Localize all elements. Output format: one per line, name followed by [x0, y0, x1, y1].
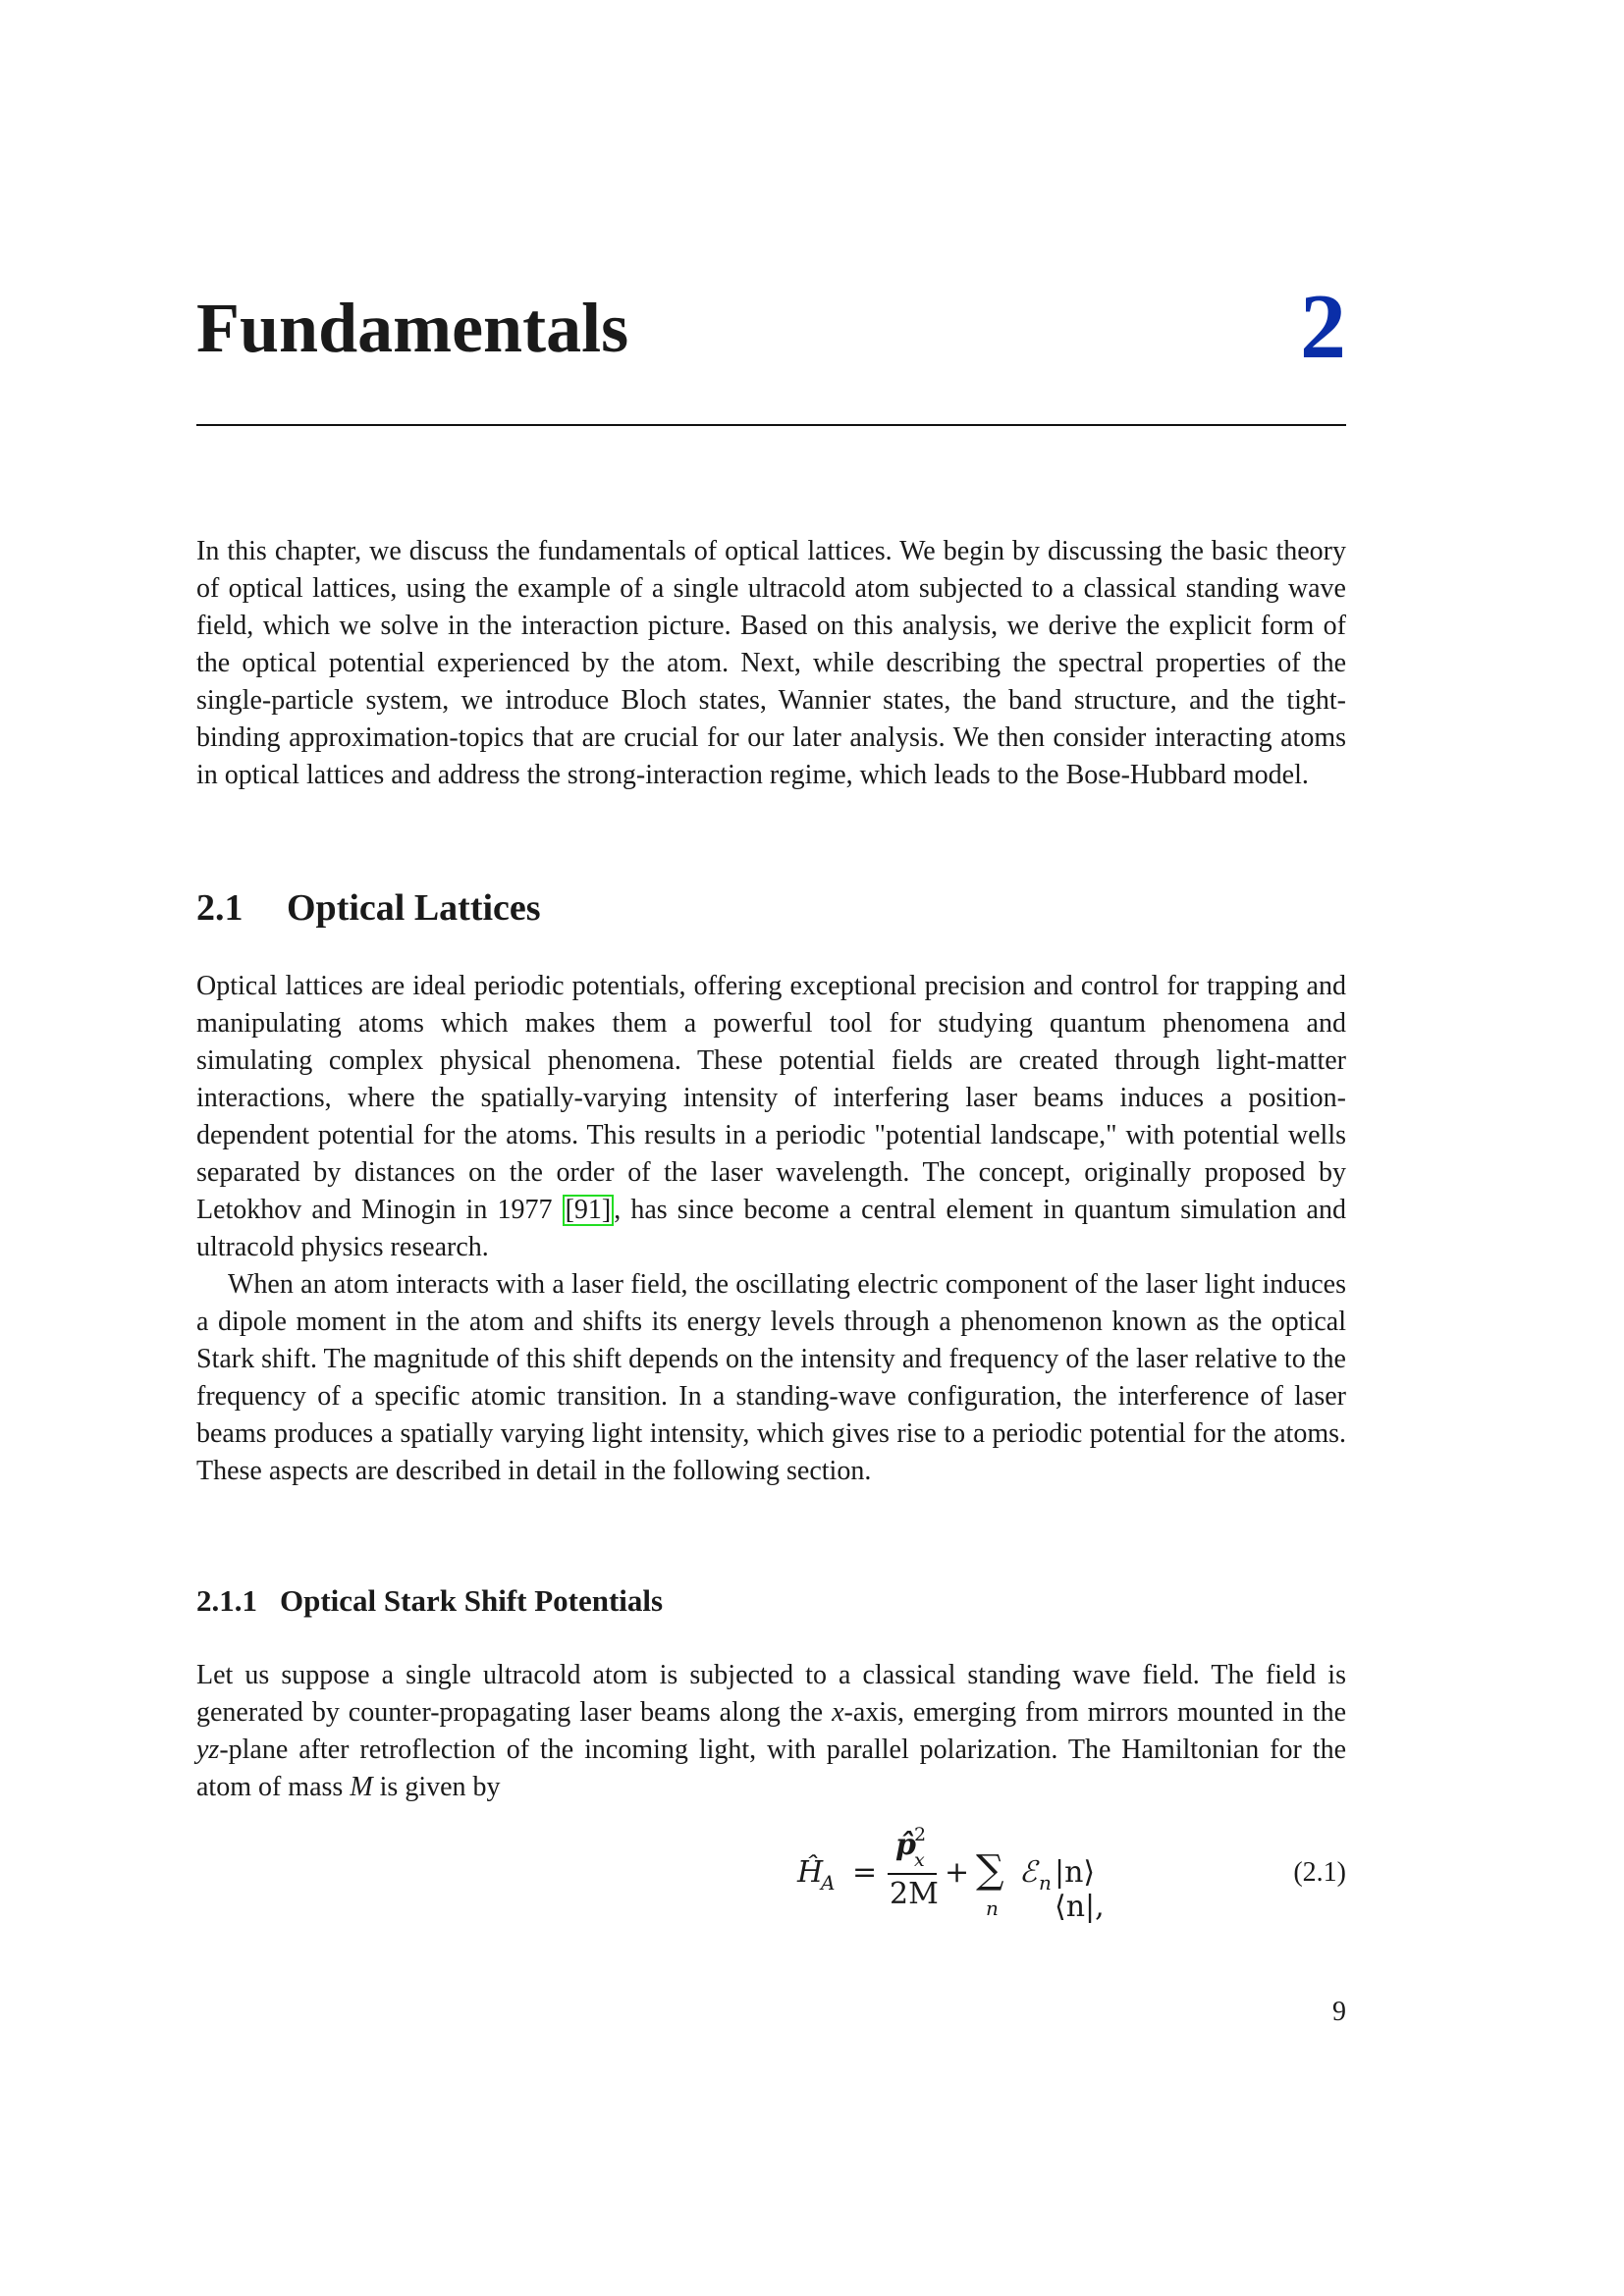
energy-subscript: n [1039, 1871, 1052, 1895]
paragraph-text: is given by [372, 1772, 501, 1802]
chapter-title: Fundamentals [196, 289, 629, 367]
section-number: 2.1 [196, 887, 244, 929]
paragraph-text: -axis, emerging from mirrors mounted in the [843, 1697, 1346, 1728]
momentum-subscript: x [914, 1849, 925, 1871]
plus-sign: + [945, 1855, 970, 1890]
section-title: Optical Stark Shift Potentials [280, 1583, 664, 1618]
fraction-bar [888, 1873, 937, 1875]
section-number: 2.1.1 [196, 1583, 257, 1618]
chapter-rule [196, 424, 1346, 426]
paragraph-text: Optical lattices are ideal periodic potentials, offering exceptional precision and control for trapping and manipulating atoms which makes them a powerful tool for studying quantum phenomena and simulating complex physical phenomena. These potential fields are created through light-matter interactions, where the spatially-varying intensity of interfering laser beams induces a position-dependent potential for the atoms. This results in a periodic "potential landscape," with potential wells separated by distances on the order of the laser wavelength. The concept, originally proposed by Letokhov and Minogin in 1977 [196, 971, 1346, 1225]
paragraph-text: , has since become a central element in quantum simulation and ultracold physics research. [196, 1195, 1346, 1262]
math-variable: M [350, 1772, 373, 1802]
section-heading-2-1 [196, 886, 541, 932]
hamiltonian-subscript: A [821, 1871, 836, 1895]
equation-2-1 [196, 1824, 1346, 1932]
energy-symbol: ℰ [1019, 1855, 1038, 1890]
paragraph-text: -plane after retroflection of the incoming light, with parallel polarization. The Hamiltonian for the atom of mass [196, 1735, 1346, 1802]
momentum-operator: p̂ [895, 1828, 916, 1862]
equals-sign: = [852, 1855, 878, 1890]
optical-lattices-paragraph-1 [196, 968, 1346, 1266]
summation-sign: ∑ [976, 1847, 1004, 1893]
citation-link[interactable]: [91] [563, 1195, 615, 1226]
chapter-number: 2 [1300, 276, 1346, 378]
math-variable: yz [196, 1735, 220, 1765]
math-variable: x [832, 1697, 844, 1728]
summation-index: n [986, 1896, 999, 1920]
hamiltonian-symbol: Ĥ [797, 1855, 824, 1890]
section-heading-2-1-1 [196, 1582, 663, 1619]
optical-lattices-paragraph-2: When an atom interacts with a laser field, the oscillating electric component of the laser light induces a dipole moment in the atom and shifts its energy levels through a phenomenon known as the optical Stark shift. The magnitude of this shift depends on the intensity and frequency of the laser relative to the frequency of a specific atomic transition. In a standing-wave configuration, the interference of laser beams produces a spatially varying light intensity, which gives rise to a periodic potential for the atoms. These aspects are described in detail in the following section. [196, 1269, 1346, 1486]
stark-shift-paragraph [196, 1657, 1346, 1806]
section-title: Optical Lattices [287, 887, 541, 929]
equation-number: (2.1) [1293, 1857, 1346, 1888]
page-number: 9 [1332, 1997, 1346, 2027]
paragraph-text: Let us suppose a single ultracold atom is subjected to a classical standing wave field. The field is generated by counter-propagating laser beams along the [196, 1660, 1346, 1728]
intro-paragraph: In this chapter, we discuss the fundamentals of optical lattices. We begin by discussing the basic theory of optical lattices, using the example of a single ultracold atom subjected to a classical standing wave field, which we solve in the interaction picture. Based on this analysis, we derive the explicit form of the optical potential experienced by the atom. Next, while describing the spectral properties of the single-particle system, we introduce Bloch states, Wannier states, the band structure, and the tight-binding approximation-topics that are crucial for our later analysis. We then consider interacting atoms in optical lattices and address the strong-interaction regime, which leads to the Bose-Hubbard model. [196, 536, 1346, 790]
fraction-denominator: 2M [890, 1877, 939, 1911]
momentum-superscript: 2 [914, 1824, 927, 1845]
projector: |n⟩⟨n|, [1055, 1855, 1105, 1924]
